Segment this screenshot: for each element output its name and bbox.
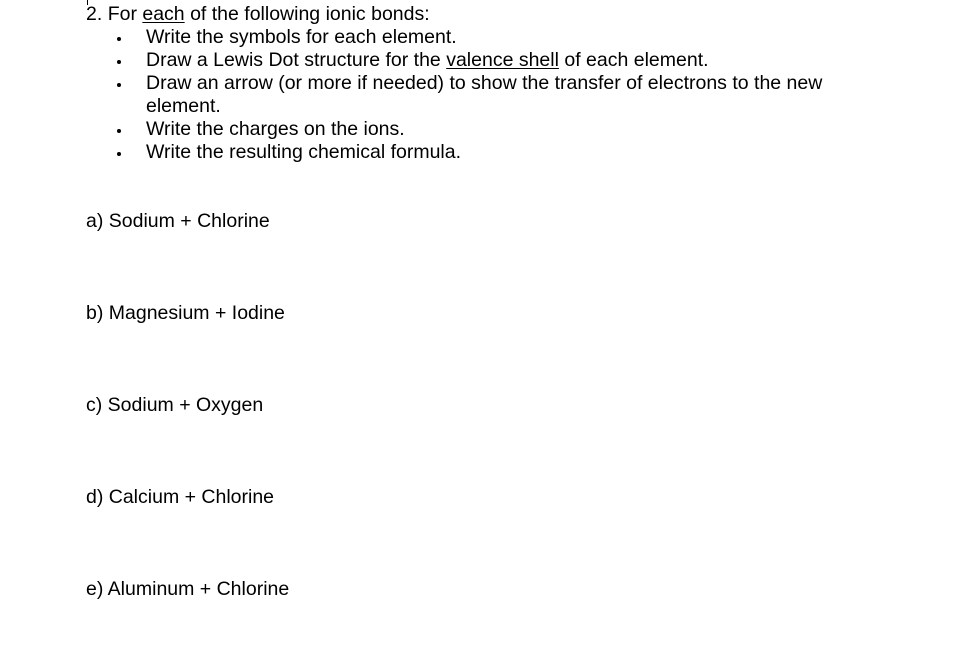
- instruction-text: Draw an arrow (or more if needed) to show the transfer of electrons to the new element.: [146, 72, 823, 117]
- bullet-icon: [117, 37, 121, 41]
- bullet-icon: [117, 129, 121, 133]
- part-e-label: e) Aluminum + Chlorine: [86, 578, 290, 600]
- instruction-item: [0, 26, 866, 49]
- part-d-label: d) Calcium + Chlorine: [86, 486, 275, 508]
- part-b-label: b) Magnesium + Iodine: [86, 302, 285, 324]
- question-text-pre: For: [107, 3, 143, 25]
- instruction-text: Write the symbols for each element.: [146, 26, 457, 48]
- question-text-post: of the following ionic bonds:: [184, 3, 430, 25]
- bullet-icon: [117, 83, 121, 87]
- instruction-item: [0, 141, 866, 164]
- question-heading: [86, 3, 430, 26]
- instruction-list: [0, 26, 866, 164]
- instruction-text: Write the resulting chemical formula.: [146, 141, 462, 163]
- instruction-text-pre: Draw a Lewis Dot structure for the: [146, 49, 447, 71]
- instruction-item: [0, 118, 866, 141]
- question-number: 2.: [86, 3, 103, 25]
- part-c-label: c) Sodium + Oxygen: [86, 394, 264, 416]
- instruction-text: Write the charges on the ions.: [146, 118, 405, 140]
- instruction-emphasis: valence shell: [446, 49, 559, 71]
- question-emphasis: each: [142, 3, 185, 25]
- instruction-item: [0, 49, 866, 72]
- bullet-icon: [117, 60, 121, 64]
- part-a-label: a) Sodium + Chlorine: [86, 210, 270, 232]
- instruction-text-post: of each element.: [558, 49, 709, 71]
- bullet-icon: [117, 152, 121, 156]
- instruction-item: [0, 72, 866, 118]
